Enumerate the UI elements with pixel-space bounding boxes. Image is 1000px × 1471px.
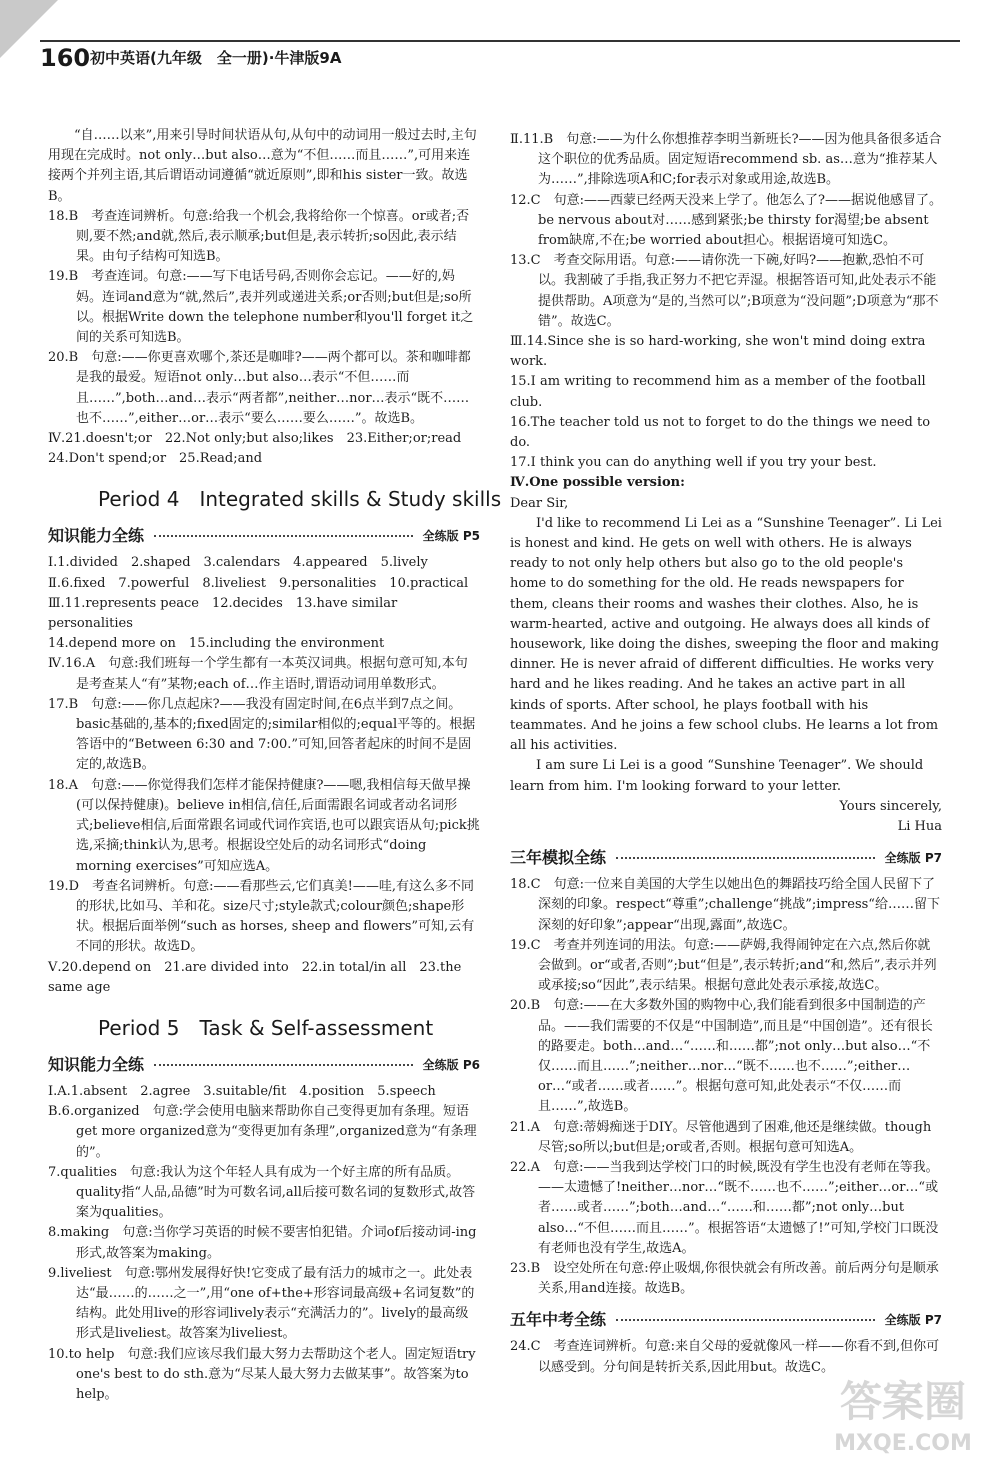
page-number: 160 — [40, 44, 91, 72]
answer-15: 15.I am writing to recommend him as a member of the football club. — [510, 374, 926, 410]
letter-body-2: I am sure Li Lei is a good “Sunshine Teenager”. We should learn from him. I'm looking forward to your letter. — [510, 758, 924, 794]
answer-9: 9.liveliest 句意:鄂州发展得好快!它变成了最有活力的城市之一。此处表达“最……的……之一”,用“one of+the+形容词最高级+名词复数”的结构。此处用live的形容词lively表示“充满活力的”。lively的最高级形式是liveliest。故答案为liveliest。 — [48, 1265, 475, 1342]
answer-section-iv: Ⅳ.21.doesn't;or 22.Not only;but also;likes 23.Either;or;read — [48, 431, 462, 447]
dotted-rule — [616, 857, 875, 859]
answer-iii-14: Ⅲ.14.Since she is so hard-working, she won't mind doing extra work. — [510, 334, 926, 370]
period-4-title: Period 4 Integrated skills & Study skills — [98, 487, 502, 512]
answer-22c: 22.A 句意:——当我到达学校门口的时候,既没有学生也没有老师在等我。——太遗憾了!neither…nor…“既不……也不……”;either…or…“或者……或者……”;both…and…“……和……都”;not only…but also…“不但……而且……”。根据答语“太遗憾了!”可知,学校门口既没有老师也没有学生,故选A。 — [510, 1159, 939, 1256]
page-header — [40, 40, 960, 72]
dotted-rule — [154, 1064, 413, 1066]
watermark — [820, 1373, 986, 1463]
answer-11: Ⅱ.11.B 句意:——为什么你想推荐李明当新班长?——因为他具备很多适合这个职位的优秀品质。固定短语recommend sb. as…意为“推荐某人为……”,排除选项A和C;for表示对象或用途,故选B。 — [510, 132, 942, 188]
answer-iii-cont: 14.depend more on 15.including the environment — [48, 636, 385, 652]
letter-signature: Li Hua — [897, 818, 942, 834]
answer-7: 7.qualities 句意:我认为这个年轻人具有成为一个好主席的所有品质。quality指“人品,品德”时为可数名词,all后接可数名词的复数形式,故答案为qualities。 — [48, 1164, 476, 1221]
section-page-ref: 全练版 P7 — [884, 1313, 942, 1328]
section-header — [510, 1309, 942, 1331]
answer-section-iv-cont: 24.Don't spend;or 25.Read;and — [48, 451, 263, 467]
section-page-ref: 全练版 P7 — [884, 851, 942, 865]
answer-8: 8.making 句意:当你学习英语的时候不要害怕犯错。介词of后接动词-ing形式,故答案为making。 — [48, 1225, 477, 1261]
answer-20c: 20.B 句意:——在大多数外国的购物中心,我们能看到很多中国制造的产品。——我们需要的不仅是“中国制造”,而且是“中国创造”。还有很长的路要走。both…and…“……和……都”;not only…but also…“不仅……而且……”;neither…nor…“既不……也不……”;either…or…“或者……或者……”。根据句意可知,此处表示“不仅……而且……”,故选B。 — [510, 998, 933, 1115]
left-column — [48, 126, 502, 1405]
answer-paragraph: “自……以来”,用来引导时间状语从句,从句中的动词用一般过去时,主句用现在完成时。not only…but also…意为“不但……而且……”,可用来连接两个并列主语,其后谓语动词遵循“就近原则”,即和his sister一致。故选B。 — [48, 128, 477, 204]
section-page-ref: 全练版 P5 — [422, 529, 480, 544]
dotted-rule — [154, 535, 413, 537]
answer-a: Ⅰ.A.1.absent 2.agree 3.suitable/fit 4.position 5.speech — [48, 1083, 436, 1099]
right-column — [510, 130, 942, 1378]
running-title: 初中英语(九年级 全一册)·牛津版9A — [90, 49, 342, 67]
answer-21c: 21.A 句意:蒂姆痴迷于DIY。尽管他遇到了困难,他还是继续做。though尽管;so所以;but但是;or或者,否则。根据句意可知选A。 — [510, 1119, 932, 1155]
section-title: 五年中考全练 — [510, 1310, 607, 1330]
section-title: 三年模拟全练 — [510, 848, 607, 867]
answer-12: 12.C 句意:——西蒙已经两天没来上学了。他怎么了?——据说他感冒了。be nervous about对……感到紧张;be thirsty for渴望;be absent from缺席,不在;be worried about担心。根据语境可知选C。 — [510, 192, 942, 249]
answer-19c: 19.C 考查并列连词的用法。句意:——萨姆,我得闹钟定在六点,然后你就会做到。or“或者,否则”;but“但是”,表示转折;and“和,然后”,表示并列或承接;so“因此”,表示结果。根据句意此处表示承接,故选C。 — [510, 937, 937, 994]
answer-17r: 17.I think you can do anything well if you try your best. — [510, 455, 877, 471]
answer-b6: B.6.organized 句意:学会使用电脑来帮助你自己变得更加有条理。短语get more organized意为“变得更加有条理”,organized意为“有条理的”。 — [48, 1104, 477, 1160]
answer-16r: 16.The teacher told us not to forget to do the things we need to do. — [510, 414, 931, 451]
section-header — [48, 1054, 480, 1076]
answer-iii: Ⅲ.11.represents peace 12.decides 13.have similar personalities — [48, 595, 398, 632]
letter-body: I'd like to recommend Li Lei as a “Sunshine Teenager”. Li Lei is honest and kind. He gets on well with others. He is always ready to not only help others but also go to the old people's home to do something for the old. He reads newspapers for them, cleans their rooms and washes their clothes. Also, he is warm-hearted, active and outgoing. He always does all kinds of housework, like doing the dishes, sweeping the floor and making dinner. He is never afraid of different difficulties. He works very hard and he likes reading. And he takes an active part in all kinds of sports. After school, he plays football with his teammates. And he joins a few school clubs. He learns a lot from all his activities. — [510, 515, 942, 754]
answer-19b: 19.D 考查名词辨析。句意:——看那些云,它们真美!——哇,有这么多不同的形状,比如马、羊和花。size尺寸;style款式;colour颜色;shape形状。根据后面举例“such as horses, sheep and flowers”可知,云有不同的形状。故选D。 — [48, 878, 475, 955]
section-page-ref: 全练版 P6 — [422, 1057, 480, 1072]
answer-v: Ⅴ.20.depend on 21.are divided into 22.in total/in all 23.the same age — [48, 959, 462, 995]
answer-18: 18.B 考查连词辨析。句意:给我一个机会,我将给你一个惊喜。or或者;否则,要不然;and就,然后,表示顺承;but但是,表示转折;so因此,表示结果。由句子结构可知选B。 — [48, 208, 470, 265]
section-title: 知识能力全练 — [48, 526, 145, 546]
section-header — [48, 525, 480, 547]
answer-18b: 18.A 句意:——你觉得我们怎样才能保持健康?——嗯,我相信每天做早操(可以保持健康)。believe in相信,信任,后面需跟名词或者动名词形式;believe相信,后面常跟名词或代词作宾语,也可以跟宾语从句;pick挑选,采摘;think认为,思考。根据设空处后的动名词形式“doing morning exercises”可知应选A。 — [48, 777, 480, 874]
letter-salutation: Dear Sir, — [510, 495, 569, 511]
letter-closing: Yours sincerely, — [839, 798, 942, 814]
answer-23c: 23.B 设空处所在句意:停止吸烟,你很快就会有所改善。前后两分句是顺承关系,用and连接。故选B。 — [510, 1260, 939, 1297]
watermark-logo: 答案圈 — [839, 1377, 966, 1426]
answer-20: 20.B 句意:——你更喜欢哪个,茶还是咖啡?——两个都可以。茶和咖啡都是我的最爱。短语not only…but also…表示“不但……而且……”,both…and…表示“两者都”,neither…nor…表示“既不……也不……”,either…or…表示“要么……要么……”。故选B。 — [48, 350, 471, 426]
answer-24: 24.C 考查连词辨析。句意:来自父母的爱就像风一样——你看不到,但你可以感受到。分句间是转折关系,因此用but。故选C。 — [510, 1339, 940, 1375]
answer-18c: 18.C 句意:一位来自美国的大学生以她出色的舞蹈技巧给全国人民留下了深刻的印象。respect“尊重”;challenge“挑战”;impress“给……留下深刻的好印象”;appear“出现,露面”,故选C。 — [510, 877, 940, 933]
answer-i: Ⅰ.1.divided 2.shaped 3.calendars 4.appeared 5.lively — [48, 555, 428, 571]
watermark-url: MXQE.COM — [834, 1431, 972, 1456]
writing-heading: Ⅳ.One possible version: — [510, 475, 685, 491]
answer-13: 13.C 考查交际用语。句意:——请你洗一下碗,好吗?——抱歉,恐怕不可以。我割破了手指,我正努力不把它弄湿。根据答语可知,此处表示不能提供帮助。A项意为“是的,当然可以”;B项意为“没问题”;D项意为“那不错”。故选C。 — [510, 253, 939, 329]
answer-16: Ⅳ.16.A 句意:我们班每一个学生都有一本英汉词典。根据句意可知,本句是考查某人“有”某物;each of…作主语时,谓语动词用单数形式。 — [48, 656, 468, 692]
period-5-title: Period 5 Task & Self-assessment — [98, 1015, 434, 1040]
section-header — [510, 847, 942, 869]
answer-10: 10.to help 句意:我们应该尽我们最大努力去帮助这个老人。固定短语try one's best to do sth.意为“尽某人最大努力去做某事”。故答案为to help。 — [48, 1346, 476, 1402]
section-title: 知识能力全练 — [48, 1054, 145, 1074]
answer-17: 17.B 句意:——你几点起床?——我没有固定时间,在6点半到7点之间。basic基础的,基本的;fixed固定的;similar相似的;equal平等的。根据答语中的“Between 6:30 and 7:00.”可知,回答者起床的时间不是固定的,故选B。 — [48, 696, 476, 773]
dotted-rule — [616, 1319, 875, 1321]
answer-ii: Ⅱ.6.fixed 7.powerful 8.liveliest 9.personalities 10.practical — [48, 575, 469, 591]
answer-19: 19.B 考查连词。句意:——写下电话号码,否则你会忘记。——好的,妈妈。连词and意为“就,然后”,表并列或递进关系;or否则;but但是;so所以。根据Write down the telephone number和you'll forget it之间的关系可知选B。 — [48, 269, 474, 346]
